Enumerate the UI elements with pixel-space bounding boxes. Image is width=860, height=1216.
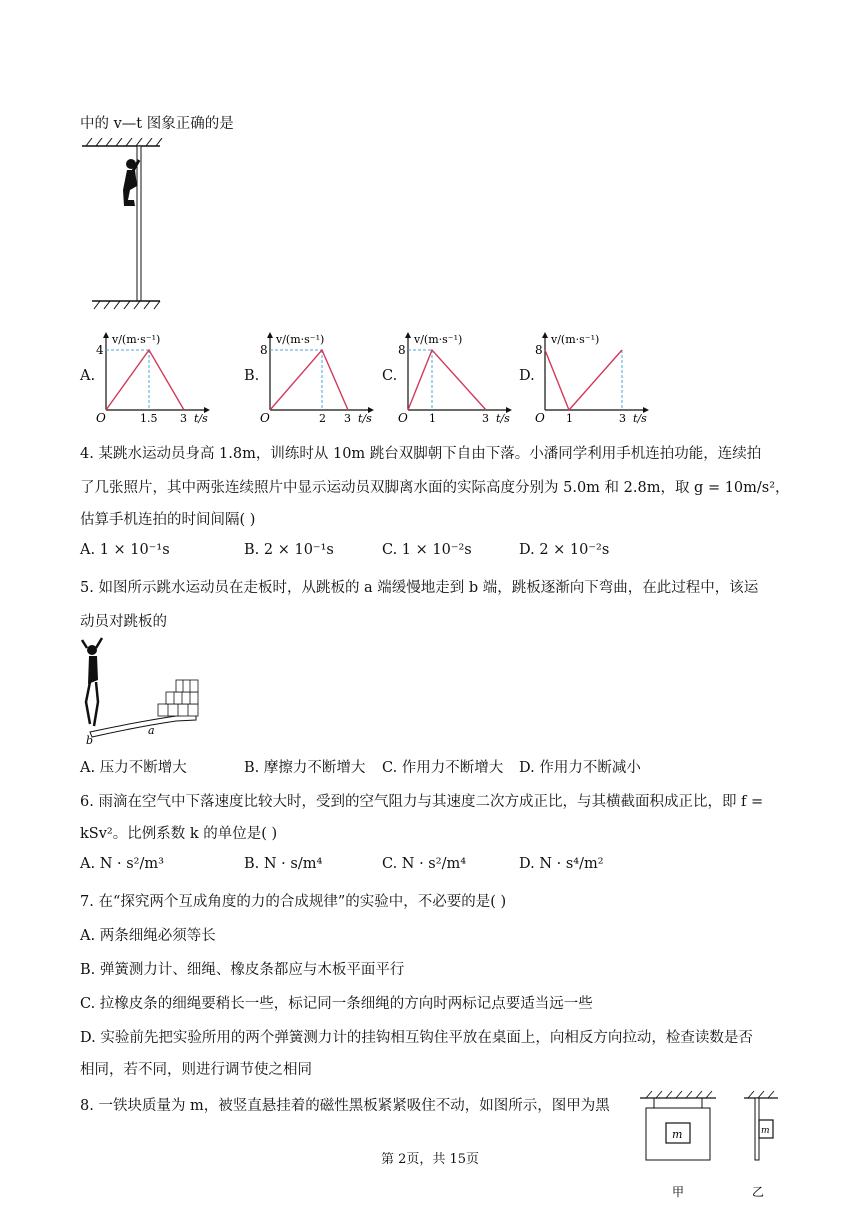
graph-a-curve xyxy=(106,350,184,410)
q6-option-d: D. N · s⁴/m² xyxy=(519,856,604,872)
graph-a xyxy=(94,326,219,424)
graph-d-ylabel: v/(m·s⁻¹) xyxy=(551,333,600,346)
q5-option-a: A. 压力不断增大 xyxy=(80,760,187,776)
q5-option-d: D. 作用力不断减小 xyxy=(519,760,641,776)
graph-b xyxy=(258,326,383,424)
graph-a-label: A. xyxy=(80,368,96,384)
fig-m-front: m xyxy=(672,1128,683,1141)
graph-c-tick1: 1 xyxy=(429,412,436,424)
q7-option-d-line2: 相同，若不同，则进行调节使之相同 xyxy=(80,1062,312,1078)
intro-line: 中的 v—t 图象正确的是 xyxy=(80,116,234,132)
q6-line2: kSv²。比例系数 k 的单位是( ) xyxy=(80,826,278,842)
blackboard-figure xyxy=(636,1090,786,1202)
page-footer: 第 2页，共 15页 xyxy=(380,1152,480,1167)
graph-a-tick1: 1.5 xyxy=(140,412,158,424)
pole-climber-figure xyxy=(78,138,168,313)
q4-option-d: D. 2 × 10⁻²s xyxy=(519,542,610,558)
graph-b-label: B. xyxy=(244,368,260,384)
q4-line1: 4. 某跳水运动员身高 1.8m，训练时从 10m 跳台双脚朝下自由下落。小潘同学利用手机连拍功能，连续拍 xyxy=(80,446,762,462)
graph-c-ylabel: v/(m·s⁻¹) xyxy=(414,333,463,346)
q6-option-a: A. N · s²/m³ xyxy=(80,856,164,872)
q4-option-a: A. 1 × 10⁻¹s xyxy=(80,542,170,558)
graph-a-peak: 4 xyxy=(96,343,104,357)
graph-d-label: D. xyxy=(519,368,535,384)
graph-a-origin: O xyxy=(96,411,106,424)
graph-d-curve xyxy=(545,350,622,410)
graph-b-tick1: 2 xyxy=(319,412,326,424)
q6-option-c: C. N · s²/m⁴ xyxy=(382,856,467,872)
fig-label-a: a xyxy=(148,724,155,737)
graph-d-origin: O xyxy=(535,411,545,424)
q5-option-c: C. 作用力不断增大 xyxy=(382,760,504,776)
q8-line1: 8. 一铁块质量为 m，被竖直悬挂着的磁性黑板紧紧吸住不动，如图所示，图甲为黑 xyxy=(80,1098,610,1114)
q6-option-b: B. N · s/m⁴ xyxy=(244,856,323,872)
graph-b-ylabel: v/(m·s⁻¹) xyxy=(276,333,325,346)
graph-d-tick2: 3 xyxy=(619,412,626,424)
graph-a-tick2: 3 xyxy=(180,412,187,424)
q4-option-b: B. 2 × 10⁻¹s xyxy=(244,542,334,558)
q5-option-b: B. 摩擦力不断增大 xyxy=(244,760,366,776)
graph-c xyxy=(396,326,521,424)
graph-d-xlabel: t/s xyxy=(633,412,647,424)
graph-a-xlabel: t/s xyxy=(194,412,208,424)
graph-c-origin: O xyxy=(398,411,408,424)
graph-b-curve xyxy=(270,350,348,410)
graph-b-peak: 8 xyxy=(260,343,268,357)
graph-c-tick2: 3 xyxy=(482,412,489,424)
diving-board-figure xyxy=(76,636,206,748)
graph-d-tick1: 1 xyxy=(566,412,573,424)
q7-option-b: B. 弹簧测力计、细绳、橡皮条都应与木板平面平行 xyxy=(80,962,405,978)
graph-c-curve xyxy=(408,350,486,410)
q7-option-a: A. 两条细绳必须等长 xyxy=(80,928,216,944)
fig-yi-label: 乙 xyxy=(752,1185,765,1199)
graph-c-label: C. xyxy=(382,368,398,384)
q4-line3: 估算手机连拍的时间间隔( ) xyxy=(80,512,256,528)
fig-label-b: b xyxy=(86,734,94,747)
graph-a-ylabel: v/(m·s⁻¹) xyxy=(112,333,161,346)
graph-b-origin: O xyxy=(260,411,270,424)
graph-d-peak: 8 xyxy=(535,343,543,357)
graph-d xyxy=(533,326,658,424)
q7-option-d-line1: D. 实验前先把实验所用的两个弹簧测力计的挂钩相互钩住平放在桌面上，向相反方向拉动，检查读数是否 xyxy=(80,1030,753,1046)
q5-line2: 动员对跳板的 xyxy=(80,614,167,630)
q6-line1: 6. 雨滴在空气中下落速度比较大时，受到的空气阻力与其速度二次方成正比，与其横截面积成正比，即 f = xyxy=(80,794,764,810)
graph-b-xlabel: t/s xyxy=(358,412,372,424)
fig-jia-label: 甲 xyxy=(672,1185,685,1199)
q4-line2: 了几张照片，其中两张连续照片中显示运动员双脚离水面的实际高度分别为 5.0m 和 2.8m，取 g = 10m/s²， xyxy=(80,480,790,496)
q7-stem: 7. 在“探究两个互成角度的力的合成规律”的实验中，不必要的是( ) xyxy=(80,894,507,910)
q5-line1: 5. 如图所示跳水运动员在走板时，从跳板的 a 端缓慢地走到 b 端，跳板逐渐向下弯曲，在此过程中，该运 xyxy=(80,580,759,596)
q7-option-c: C. 拉橡皮条的细绳要稍长一些，标记同一条细绳的方向时两标记点要适当远一些 xyxy=(80,996,593,1012)
graph-c-xlabel: t/s xyxy=(496,412,510,424)
graph-b-tick2: 3 xyxy=(344,412,351,424)
q4-option-c: C. 1 × 10⁻²s xyxy=(382,542,472,558)
graph-c-peak: 8 xyxy=(398,343,406,357)
fig-m-side: m xyxy=(761,1126,770,1136)
